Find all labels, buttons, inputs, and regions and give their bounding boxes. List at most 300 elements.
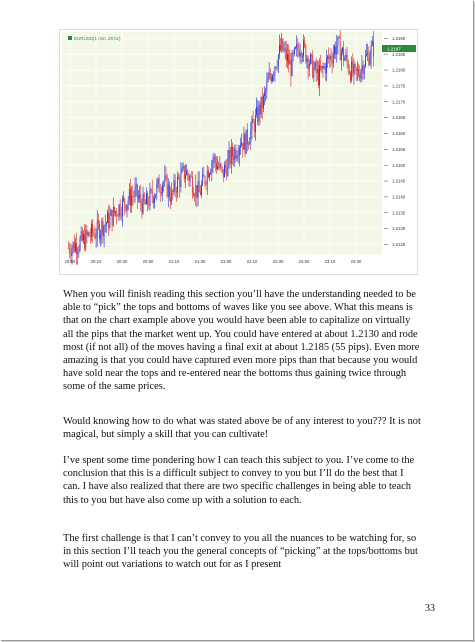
candle-body — [254, 123, 255, 133]
candle-body — [356, 67, 357, 71]
candle-body — [169, 185, 170, 197]
candle-body — [129, 189, 130, 200]
candle-body — [296, 44, 297, 47]
candle-body — [139, 195, 140, 198]
document-page — [1, 1, 474, 641]
candle-body — [116, 211, 117, 215]
candle-body — [318, 69, 319, 85]
candle-body — [117, 216, 118, 217]
candle-body — [83, 234, 84, 240]
candle-body — [327, 56, 328, 58]
candle-body — [214, 157, 215, 160]
candle-body — [285, 49, 286, 50]
candle-body — [164, 176, 165, 183]
candle-body — [202, 174, 203, 184]
candle-body — [81, 231, 82, 238]
candle-body — [289, 60, 290, 64]
candle-body — [247, 130, 248, 145]
candle-body — [323, 66, 324, 68]
candle-body — [368, 53, 369, 65]
candle-body — [87, 230, 88, 235]
candle-body — [347, 55, 348, 62]
candle-body — [172, 190, 173, 191]
candle-body — [145, 203, 146, 205]
y-tick-label: 1.2190 — [392, 35, 406, 41]
candle-body — [97, 220, 98, 237]
candle-body — [98, 220, 99, 224]
x-tick-label: 23:30 — [350, 259, 362, 264]
candle-body — [334, 47, 335, 54]
candle-body — [249, 143, 250, 145]
current-price-label: 1.2187 — [387, 46, 401, 52]
candle-body — [187, 171, 188, 176]
candle-body — [225, 165, 226, 168]
candle-body — [276, 67, 277, 68]
candle-body — [93, 233, 94, 234]
candle-body — [80, 239, 81, 250]
candle-body — [350, 73, 351, 80]
x-tick-label: 20:30 — [116, 259, 128, 264]
candle-body — [253, 119, 254, 123]
candle-body — [76, 243, 77, 254]
candle-body — [90, 236, 91, 237]
candle-body — [237, 156, 238, 158]
candle-body — [151, 189, 152, 190]
candle-body — [299, 50, 300, 56]
price-chart — [59, 29, 418, 275]
candle-body — [264, 92, 265, 96]
candle-body — [184, 166, 185, 179]
candle-body — [329, 56, 330, 59]
candle-body — [186, 171, 187, 175]
y-tick-label: 1.2150 — [392, 162, 406, 168]
candle-body — [309, 64, 310, 69]
candle-body — [210, 172, 211, 174]
candle-body — [100, 234, 101, 239]
candle-body — [355, 64, 356, 67]
y-tick-label: 1.2145 — [392, 178, 406, 184]
candle-body — [111, 210, 112, 215]
candle-body — [216, 163, 217, 169]
candle-body — [207, 171, 208, 185]
candle-body — [226, 168, 227, 176]
candle-body — [205, 177, 206, 184]
candle-body — [265, 91, 266, 93]
candle-body — [273, 74, 274, 76]
candle-body — [84, 234, 85, 248]
candle-body — [156, 184, 157, 195]
candle-body — [360, 71, 361, 79]
x-tick-label: 20:10 — [90, 259, 102, 264]
candle-body — [138, 197, 139, 198]
candle-body — [191, 176, 192, 177]
candle-body — [208, 171, 209, 178]
candle-body — [105, 224, 106, 225]
candle-body — [197, 185, 198, 198]
title-swatch — [68, 36, 72, 40]
candle-body — [260, 105, 261, 115]
candle-body — [348, 62, 349, 71]
candle-body — [311, 55, 312, 56]
candle-body — [113, 207, 114, 225]
y-tick-label: 1.2165 — [392, 115, 406, 121]
candle-body — [287, 54, 288, 60]
candle-body — [153, 197, 154, 203]
candle-body — [75, 243, 76, 251]
candle-body — [152, 190, 153, 198]
candle-body — [194, 196, 195, 197]
candle-body — [128, 200, 129, 204]
candle-body — [213, 160, 214, 163]
candle-body — [234, 149, 235, 160]
paragraph: I’ve spent some time pondering how I can teach this subject to you. I’ve come to the conclusion that this is a difficult subject to convey to you but I’ll do the best that I can. I have also realized that there are two specific challenges in being able to teach this to you but have also come up with a solution to each. — [63, 455, 415, 506]
y-tick-label: 1.2160 — [392, 131, 406, 137]
candle-body — [200, 192, 201, 195]
x-tick-label: 22:50 — [298, 259, 310, 264]
candle-body — [293, 53, 294, 54]
candle-body — [218, 166, 219, 168]
candle-body — [137, 184, 138, 198]
y-tick-label: 1.2170 — [392, 99, 406, 105]
candle-body — [302, 56, 303, 57]
candle-body — [115, 211, 116, 212]
candle-body — [175, 180, 176, 191]
candle-body — [190, 176, 191, 180]
x-tick-label: 21:30 — [194, 259, 206, 264]
candle-body — [148, 204, 149, 206]
candle-body — [163, 183, 164, 185]
candle-body — [317, 69, 318, 73]
candle-body — [304, 41, 305, 46]
candle-body — [159, 179, 160, 192]
candle-body — [363, 65, 364, 74]
candle-body — [122, 199, 123, 216]
candle-body — [359, 75, 360, 79]
candle-body — [68, 248, 69, 249]
y-tick-label: 1.2180 — [392, 67, 406, 73]
candle-body — [354, 64, 355, 74]
x-axis-ticks — [65, 259, 362, 264]
candle-body — [333, 54, 334, 63]
candle-body — [217, 166, 218, 169]
candle-body — [240, 146, 241, 148]
candle-body — [364, 66, 365, 74]
candle-body — [227, 158, 228, 176]
candle-body — [95, 234, 96, 238]
candle-body — [193, 194, 194, 196]
candle-body — [120, 205, 121, 215]
candlestick-chart-svg — [60, 30, 417, 274]
paragraph: When you will finish reading this section you’ll have the understanding needed to be able to “pick” the tops and bottoms of waves like you see above. What this means is that on the chart example above you would have been able to capitalize on virtually all the pips that the market went up. You could have entered at about 1.2130 and rode most (if not all) of the moves having a final exit at about 1.2185 (55 pips). Even more amazing is that you could have captured even more pips than that because you would have sold near the tops and re-entered near the bottoms thus gaining twice through some of the same prices. — [63, 289, 420, 393]
candle-body — [280, 45, 281, 50]
candle-body — [221, 164, 222, 168]
candle-body — [170, 197, 171, 202]
candle-body — [366, 54, 367, 55]
candle-body — [161, 193, 162, 194]
candle-body — [160, 192, 161, 193]
candle-body — [358, 69, 359, 75]
candle-body — [357, 69, 358, 71]
candle-body — [89, 233, 90, 236]
candle-body — [319, 65, 320, 85]
candle-body — [235, 149, 236, 158]
y-tick-label: 1.2140 — [392, 194, 406, 200]
candle-body — [332, 60, 333, 63]
candle-body — [372, 41, 373, 46]
candle-body — [312, 55, 313, 77]
candle-body — [183, 166, 184, 168]
candle-body — [176, 191, 177, 193]
candle-body — [258, 105, 259, 122]
candle-body — [131, 196, 132, 205]
candle-body — [198, 181, 199, 198]
candle-body — [112, 210, 113, 225]
candle-body — [109, 216, 110, 228]
candle-body — [255, 115, 256, 132]
y-tick-label: 1.2130 — [392, 226, 406, 232]
candle-body — [179, 179, 180, 188]
candle-body — [373, 41, 374, 57]
candle-body — [326, 58, 327, 73]
candle-body — [279, 45, 280, 55]
y-tick-label: 1.2175 — [392, 83, 406, 89]
candle-body — [103, 221, 104, 236]
candle-body — [245, 134, 246, 154]
candle-body — [324, 66, 325, 68]
candle-body — [144, 194, 145, 203]
candle-body — [171, 190, 172, 202]
candle-body — [321, 66, 322, 69]
candle-body — [263, 96, 264, 108]
paragraph: The first challenge is that I can’t convey to you all the nuances to be watching for, so in this section I’ll teach you the general concepts of “picking” at the tops/bottoms but will point out variations to watch out for as I present — [63, 533, 418, 571]
candle-body — [82, 231, 83, 240]
candle-body — [320, 65, 321, 69]
candle-body — [308, 58, 309, 69]
candle-body — [74, 242, 75, 251]
candle-body — [262, 97, 263, 109]
candle-body — [325, 66, 326, 73]
candle-body — [121, 215, 122, 216]
candle-body — [69, 248, 70, 253]
candle-body — [365, 55, 366, 66]
candle-body — [133, 196, 134, 197]
candle-body — [313, 68, 314, 77]
x-tick-label: 22:10 — [246, 259, 258, 264]
candle-body — [246, 130, 247, 154]
candle-body — [272, 76, 273, 81]
candle-body — [155, 194, 156, 197]
page-number: 33 — [425, 603, 435, 614]
candle-body — [135, 187, 136, 196]
candle-body — [266, 82, 267, 91]
paragraph: Would knowing how to do what was stated above be of any interest to you??? It is not magical, but simply a skill that you can cultivate! — [63, 416, 421, 441]
candle-body — [274, 67, 275, 74]
y-tick-label: 1.2135 — [392, 210, 406, 216]
candle-body — [367, 53, 368, 54]
candle-body — [182, 168, 183, 172]
candle-body — [222, 167, 223, 169]
candle-body — [209, 174, 210, 178]
candle-body — [174, 180, 175, 192]
candle-body — [195, 185, 196, 196]
candle-body — [252, 119, 253, 130]
candle-body — [307, 58, 308, 62]
candle-body — [211, 163, 212, 172]
candle-body — [106, 223, 107, 224]
candle-body — [261, 97, 262, 115]
candle-body — [203, 174, 204, 177]
candle-body — [125, 205, 126, 210]
candle-body — [270, 73, 271, 77]
candle-body — [288, 54, 289, 64]
y-tick-label: 1.2155 — [392, 146, 406, 152]
candle-body — [303, 41, 304, 57]
candle-body — [73, 242, 74, 248]
candle-body — [269, 73, 270, 78]
candle-body — [370, 58, 371, 65]
chart-title: EURUSD(1 min, 29 bc) — [74, 36, 121, 41]
candle-body — [185, 175, 186, 179]
candle-body — [219, 164, 220, 168]
candle-body — [341, 52, 342, 61]
candle-body — [168, 185, 169, 197]
candle-body — [162, 184, 163, 193]
candle-body — [340, 37, 341, 60]
candle-body — [335, 47, 336, 55]
candle-body — [343, 48, 344, 61]
candle-body — [70, 253, 71, 256]
candle-body — [238, 156, 239, 157]
candle-body — [72, 248, 73, 256]
candle-body — [301, 53, 302, 57]
candle-body — [108, 212, 109, 227]
candle-body — [130, 189, 131, 205]
candle-body — [158, 179, 159, 184]
candle-body — [101, 221, 102, 234]
candle-body — [351, 61, 352, 80]
candle-body — [104, 226, 105, 237]
candle-body — [166, 176, 167, 177]
candle-body — [107, 212, 108, 223]
x-tick-label: 19:50 — [64, 259, 76, 264]
candle-body — [310, 55, 311, 64]
candle-body — [192, 177, 193, 194]
candle-body — [206, 184, 207, 185]
candle-body — [248, 144, 249, 145]
candle-body — [250, 130, 251, 143]
candle-body — [233, 156, 234, 160]
candle-body — [91, 224, 92, 237]
candle-body — [305, 45, 306, 62]
candle-body — [242, 143, 243, 150]
candle-body — [223, 169, 224, 177]
candle-body — [88, 233, 89, 235]
candle-body — [294, 48, 295, 54]
candle-body — [85, 230, 86, 249]
y-axis-ticks — [384, 36, 406, 247]
candle-body — [127, 204, 128, 210]
candle-body — [150, 189, 151, 206]
candle-body — [362, 65, 363, 71]
candle-body — [291, 60, 292, 76]
candle-body — [231, 147, 232, 164]
y-tick-label: 1.2185 — [392, 51, 406, 57]
candle-body — [284, 50, 285, 51]
candle-body — [277, 66, 278, 67]
candle-body — [147, 193, 148, 204]
candle-body — [336, 45, 337, 54]
candle-body — [232, 147, 233, 156]
candle-body — [99, 224, 100, 239]
candle-body — [342, 48, 343, 52]
y-tick-label: 1.2125 — [392, 242, 406, 248]
candle-body — [315, 62, 316, 68]
candle-body — [229, 150, 230, 158]
candle-body — [300, 53, 301, 56]
x-tick-label: 20:50 — [142, 259, 154, 264]
candle-body — [316, 62, 317, 73]
candle-body — [123, 198, 124, 199]
candle-body — [119, 205, 120, 217]
candle-body — [331, 56, 332, 61]
candle-body — [278, 55, 279, 67]
candle-body — [140, 195, 141, 203]
candle-body — [292, 53, 293, 76]
candle-body — [114, 207, 115, 213]
candle-body — [143, 194, 144, 213]
candle-body — [295, 48, 296, 49]
candle-body — [297, 44, 298, 50]
candle-body — [154, 198, 155, 203]
x-tick-label: 21:10 — [168, 259, 180, 264]
x-tick-label: 23:10 — [324, 259, 336, 264]
candle-body — [239, 148, 240, 156]
candle-body — [244, 134, 245, 150]
x-tick-label: 22:30 — [272, 259, 284, 264]
candle-body — [282, 39, 283, 51]
x-tick-label: 21:50 — [220, 259, 232, 264]
candle-body — [201, 185, 202, 195]
candle-body — [371, 46, 372, 58]
candle-body — [189, 176, 190, 181]
candle-body — [337, 37, 338, 46]
candle-body — [286, 49, 287, 61]
candle-body — [256, 107, 257, 115]
candle-body — [328, 56, 329, 59]
candle-body — [146, 193, 147, 204]
candle-body — [180, 172, 181, 187]
candle-body — [346, 55, 347, 59]
candle-body — [167, 176, 168, 197]
candle-body — [257, 107, 258, 121]
candle-body — [199, 181, 200, 192]
candle-body — [241, 143, 242, 146]
candle-body — [132, 196, 133, 197]
candle-body — [215, 157, 216, 163]
candle-body — [352, 61, 353, 73]
candle-body — [124, 198, 125, 205]
candle-body — [224, 165, 225, 177]
candle-body — [349, 71, 350, 73]
candle-body — [178, 177, 179, 178]
candle-body — [92, 224, 93, 234]
candle-body — [271, 77, 272, 81]
candle-body — [142, 203, 143, 213]
candle-body — [281, 39, 282, 50]
candle-body — [268, 79, 269, 82]
candle-body — [136, 184, 137, 187]
candle-body — [344, 58, 345, 60]
